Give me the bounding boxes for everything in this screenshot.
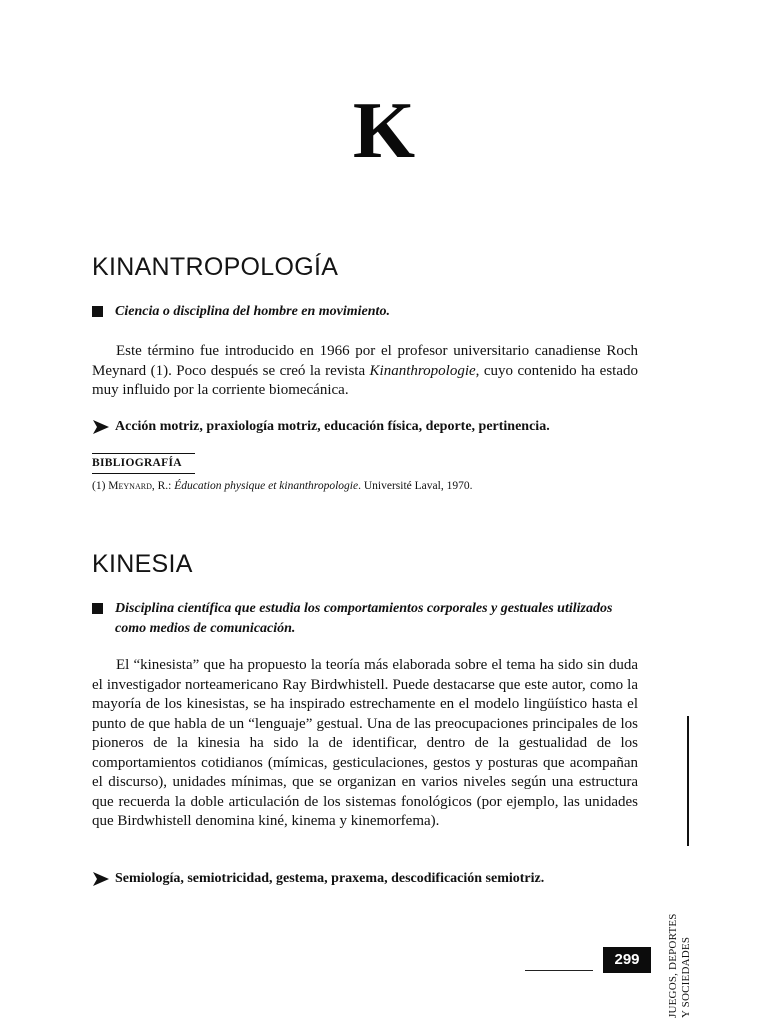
square-bullet-icon — [92, 603, 103, 614]
square-bullet-icon — [92, 306, 103, 317]
book-title-side-label: JUEGOS, DEPORTES Y SOCIEDADES — [667, 913, 692, 1018]
bibliography-heading: BIBLIOGRAFÍA — [92, 457, 182, 469]
page-number: 299 — [603, 947, 651, 973]
see-also-kinantropologia: Acción motriz, praxiología motriz, educación física, deporte, pertinencia. — [92, 417, 652, 437]
definition-kinesia: Disciplina científica que estudia los comportamientos corporales y gestuales utilizados como medios de comunicación. — [92, 599, 642, 638]
divider — [92, 453, 195, 454]
body-kinesia: El “kinesista” que ha propuesto la teoría más elaborada sobre el tema ha sido sin duda el investigador norteamericano Ray Birdwhistell. Puede destacarse que este autor, como la mayoría de los kinesistas, se ha inspirado estrechamente en el modelo lingüístico hasta el punto de que habla de un “lenguaje” gestual. Una de las preocupaciones principales de los pioneros de la kinesia ha sido la de identificar, dentro de la gestualidad de los comportamientos cotidianos (mímicas, gesticulaciones, gestos y posturas que acompañan el discurso), unidades mínimas, que se organizan en varios niveles según una estructura que recuerda la doble articulación de los sistemas fonológicos (por ejemplo, las unidades que Birdwhistell denomina kiné, kinema y kinemorfema). — [92, 657, 638, 829]
divider — [92, 473, 195, 474]
journal-title: Kinanthropologie — [369, 362, 476, 379]
chapter-letter: K — [352, 87, 416, 175]
definition-kinantropologia: Ciencia o disciplina del hombre en movimiento. — [92, 302, 652, 322]
arrowhead-icon — [92, 871, 110, 887]
bibliography-reference: (1) Meynard, R.: Éducation physique et kinanthropologie. Université Laval, 1970. — [92, 480, 473, 492]
side-rule — [687, 716, 689, 846]
see-also-kinesia: Semiología, semiotricidad, gestema, praxema, descodificación semiotriz. — [92, 869, 652, 889]
entry-title-kinesia: KINESIA — [92, 550, 193, 578]
arrowhead-icon — [92, 419, 110, 435]
entry-title-kinantropologia: KINANTROPOLOGÍA — [92, 253, 339, 281]
footer-rule — [525, 970, 593, 971]
body-kinantropologia: Este término fue introducido en 1966 por el profesor universitario canadiense Roch Meynard (1). Poco después se creó la revista Kinanthropologie, cuyo contenido ha estado muy influido por la corriente biomecánica. — [92, 343, 638, 398]
